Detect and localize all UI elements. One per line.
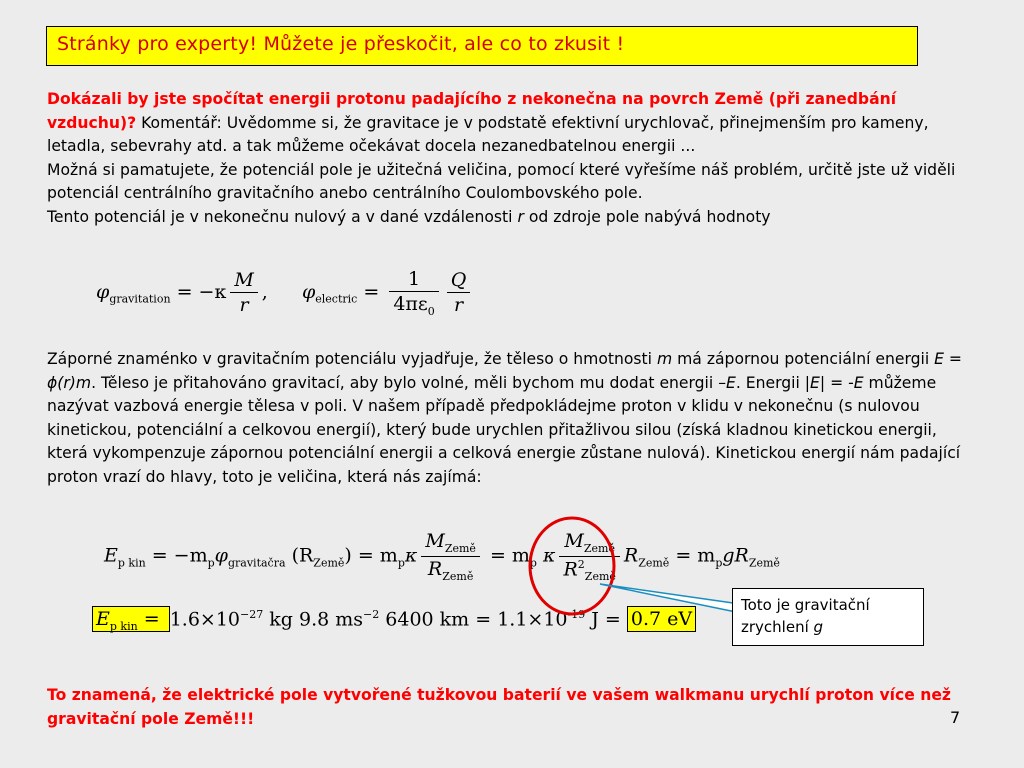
conclusion-text: To znamená, že elektrické pole vytvořené tužkovou baterií ve vašem walkmanu urychlí proton více než gravitační pole Země!!!	[47, 686, 951, 728]
gravity-callout: Toto je gravitační zrychlení g	[732, 588, 924, 646]
kinetic-energy-label: $E_{p kin}$ =	[92, 606, 170, 632]
page-title: Stránky pro experty! Můžete je přeskočit, ale co to zkusit !	[57, 33, 625, 55]
comment-text: Komentář: Uvědomme si, že gravitace je v podstatě efektivní urychlovač, přinejmenším pro kameny, letadla, sebevrahy atd. a tak můžeme očekávat docela nezanedbatelnou energii ...	[47, 113, 929, 155]
gravitation-subscript: gravitation	[109, 292, 171, 306]
potential-value-text-b: od zdroje pole nabývá hodnoty	[523, 207, 771, 226]
coulomb-constant-fraction: $\frac{1}{4\pi\varepsilon_0}$	[389, 268, 438, 318]
page-number: 7	[950, 708, 961, 727]
callout-pointer	[600, 584, 740, 612]
explanation-paragraph: Záporné znaménko v gravitačním potenciálu vyjadřuje, že těleso o hmotnosti m má zápornou potenciální energii E = ϕ(r)m. Těleso je přitahováno gravitací, aby bylo volné, měli bychom mu dodat energii –E. Energii |E| = -E můžeme nazývat vazbová energie tělesa v poli. V našem případě předpokládejme proton v klidu v nekonečnu (s nulovou kinetickou, potenciální a celkovou energií), který bude urychlen přitažlivou silou (získá kladnou kinetickou energii, která vykompenzuje zápornou potenciální energii a celková energie zůstane nulová). Kinetickou energií nám padající proton vrazí do hlavy, toto je veličina, která nás zajímá:	[47, 350, 963, 486]
highlight-circle	[530, 518, 614, 614]
result-value: 0.7 eV	[627, 606, 696, 632]
potential-value-text-a: Tento potenciál je v nekonečnu nulový a v dané vzdálenosti	[47, 207, 518, 226]
comma: ,	[261, 280, 268, 303]
eq-sign: =	[357, 280, 386, 303]
electric-subscript: electric	[315, 292, 358, 306]
phi-symbol-electric: φ	[301, 280, 316, 303]
phi-symbol: φ	[96, 280, 110, 303]
numeric-result: $E_{p kin} = 1.6\times 10^{-27}$ kg 9.8 $ms^{-2}$ 6400 km = $1.1\times 10^{-19}$ J = 0.7 eV	[92, 608, 696, 633]
m-over-r-fraction: $\frac{M}{r}$	[230, 269, 257, 316]
m-over-r-zeme-fraction: $\frac{M_{Země}}{R_{Země}}$	[421, 530, 480, 583]
question-text: Dokázali by jste spočítat energii protonu padajícího z nekonečna na povrch Země (při zanedbání vzduchu)?	[47, 90, 897, 132]
m-over-r-squared-fraction: $\frac{M_{Země}}{R^2_{Země}}$	[559, 530, 619, 583]
eq-minus-kappa: = −κ	[170, 280, 227, 303]
r-variable: r	[517, 207, 524, 226]
q-over-r-fraction: $\frac{Q}{r}$	[447, 269, 471, 316]
potential-text: Možná si pamatujete, že potenciál pole je užitečná veličina, pomocí které vyřešíme náš problém, určitě jste už viděli potenciál centrálního gravitačního anebo centrálního Coulombovského pole.	[47, 160, 956, 202]
kinetic-energy-derivation: $E_{p kin} = -m_p\varphi_{gravitačra}$ $(R_{Země}) = m_p\kappa$ $\frac{M_{Země}}{R_{Země}}$ = $m_p$ κ $\frac{M_{Země}}{R^2_{Země}}$ $R_{Země} = m_pgR_{Země}$	[104, 530, 780, 583]
